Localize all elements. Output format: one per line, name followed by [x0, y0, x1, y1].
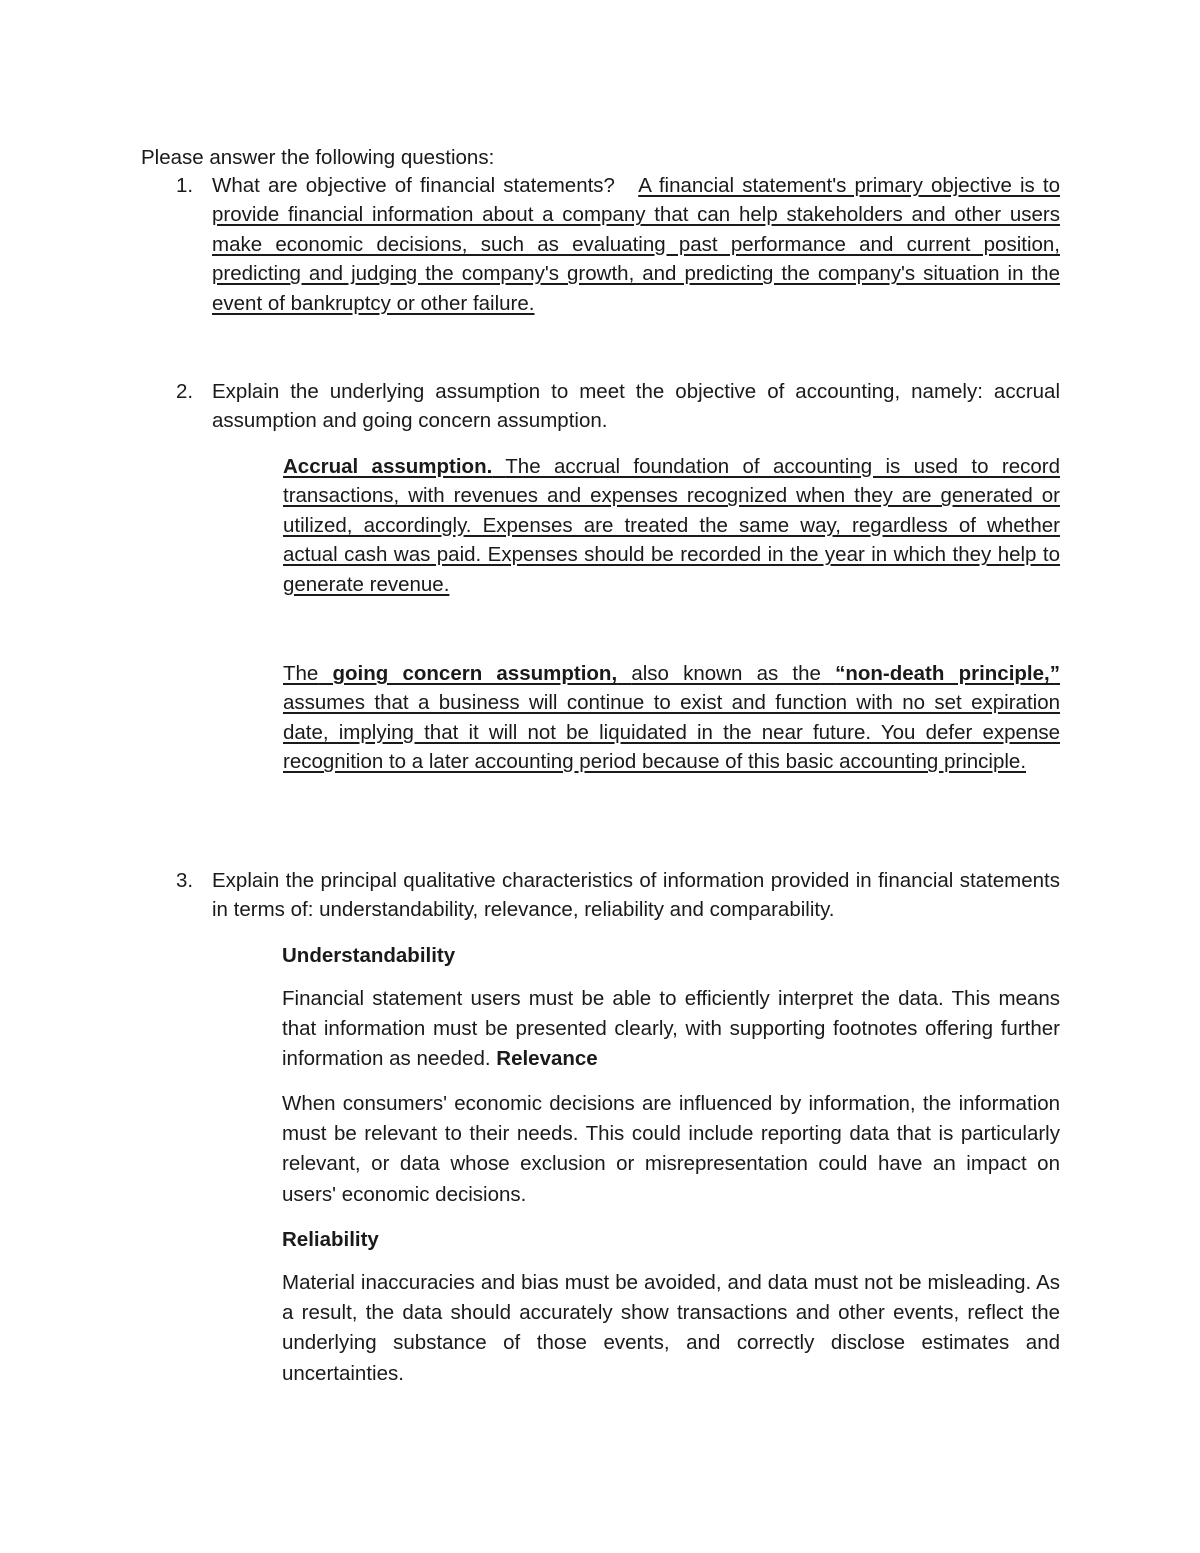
- understandability-text: Financial statement users must be able to efficiently interpret the data. This means that information must be presented clearly, with supporting footnotes offering further information as needed.: [282, 987, 1060, 1071]
- question-2-number: 2.: [176, 380, 194, 403]
- question-2: [176, 377, 1060, 436]
- non-death-principle-label: “non-death principle,”: [835, 662, 1060, 685]
- question-1: [176, 171, 1060, 318]
- going-concern-label: going concern assumption,: [332, 662, 618, 685]
- intro-text: Please answer the following questions:: [141, 146, 495, 169]
- question-1-number: 1.: [176, 174, 194, 197]
- accrual-assumption-text: The accrual foundation of accounting is used to record transactions, with revenues and expenses recognized when they are generated or utilized, accordingly. Expenses are treated the same way, regardless of whether actual cash was paid. Expenses should be recorded in the year in which they help to generate revenue.: [283, 455, 1060, 596]
- question-1-answer: A financial statement's primary objective is to provide financial information about a company that can help stakeholders and other users make economic decisions, such as evaluating past performance and current position, predicting and judging the company's growth, and predicting the company's situation in the event of bankruptcy or other failure.: [212, 174, 1060, 315]
- understandability-heading: Understandability: [282, 944, 456, 967]
- question-3: [176, 866, 1060, 925]
- question-3-number: 3.: [176, 869, 194, 892]
- going-concern-prefix: The: [283, 662, 319, 685]
- question-3-text: Explain the principal qualitative characteristics of information provided in financial statements in terms of: understandability, relevance, reliability and comparability.: [212, 869, 1060, 922]
- accrual-assumption-answer: [283, 452, 1060, 599]
- going-concern-answer: [283, 659, 1060, 777]
- accrual-assumption-label: Accrual assumption.: [283, 455, 493, 478]
- going-concern-mid: also known as the: [631, 662, 821, 685]
- relevance-heading: Relevance: [496, 1047, 598, 1071]
- question-1-body: [212, 171, 1060, 318]
- relevance-paragraph: When consumers' economic decisions are influenced by information, the information must be relevant to their needs. This could include reporting data that is particularly relevant, or data whose exclusion or misrepresentation could have an impact on users' economic decisions.: [282, 1092, 1060, 1206]
- reliability-paragraph: Material inaccuracies and bias must be avoided, and data must not be misleading. As a result, the data should accurately show transactions and other events, reflect the underlying substance of those events, and correctly disclose estimates and uncertainties.: [282, 1271, 1060, 1385]
- reliability-heading: Reliability: [282, 1228, 379, 1251]
- understandability-paragraph: [282, 984, 1060, 1075]
- going-concern-text: assumes that a business will continue to exist and function with no set expiration date, implying that it will not be liquidated in the near future. You defer expense recognition to a later accounting period because of this basic accounting principle.: [283, 691, 1060, 774]
- question-1-text: What are objective of financial statements?: [212, 174, 615, 197]
- question-2-text: Explain the underlying assumption to meet the objective of accounting, namely: accrual assumption and going concern assumption.: [212, 380, 1060, 433]
